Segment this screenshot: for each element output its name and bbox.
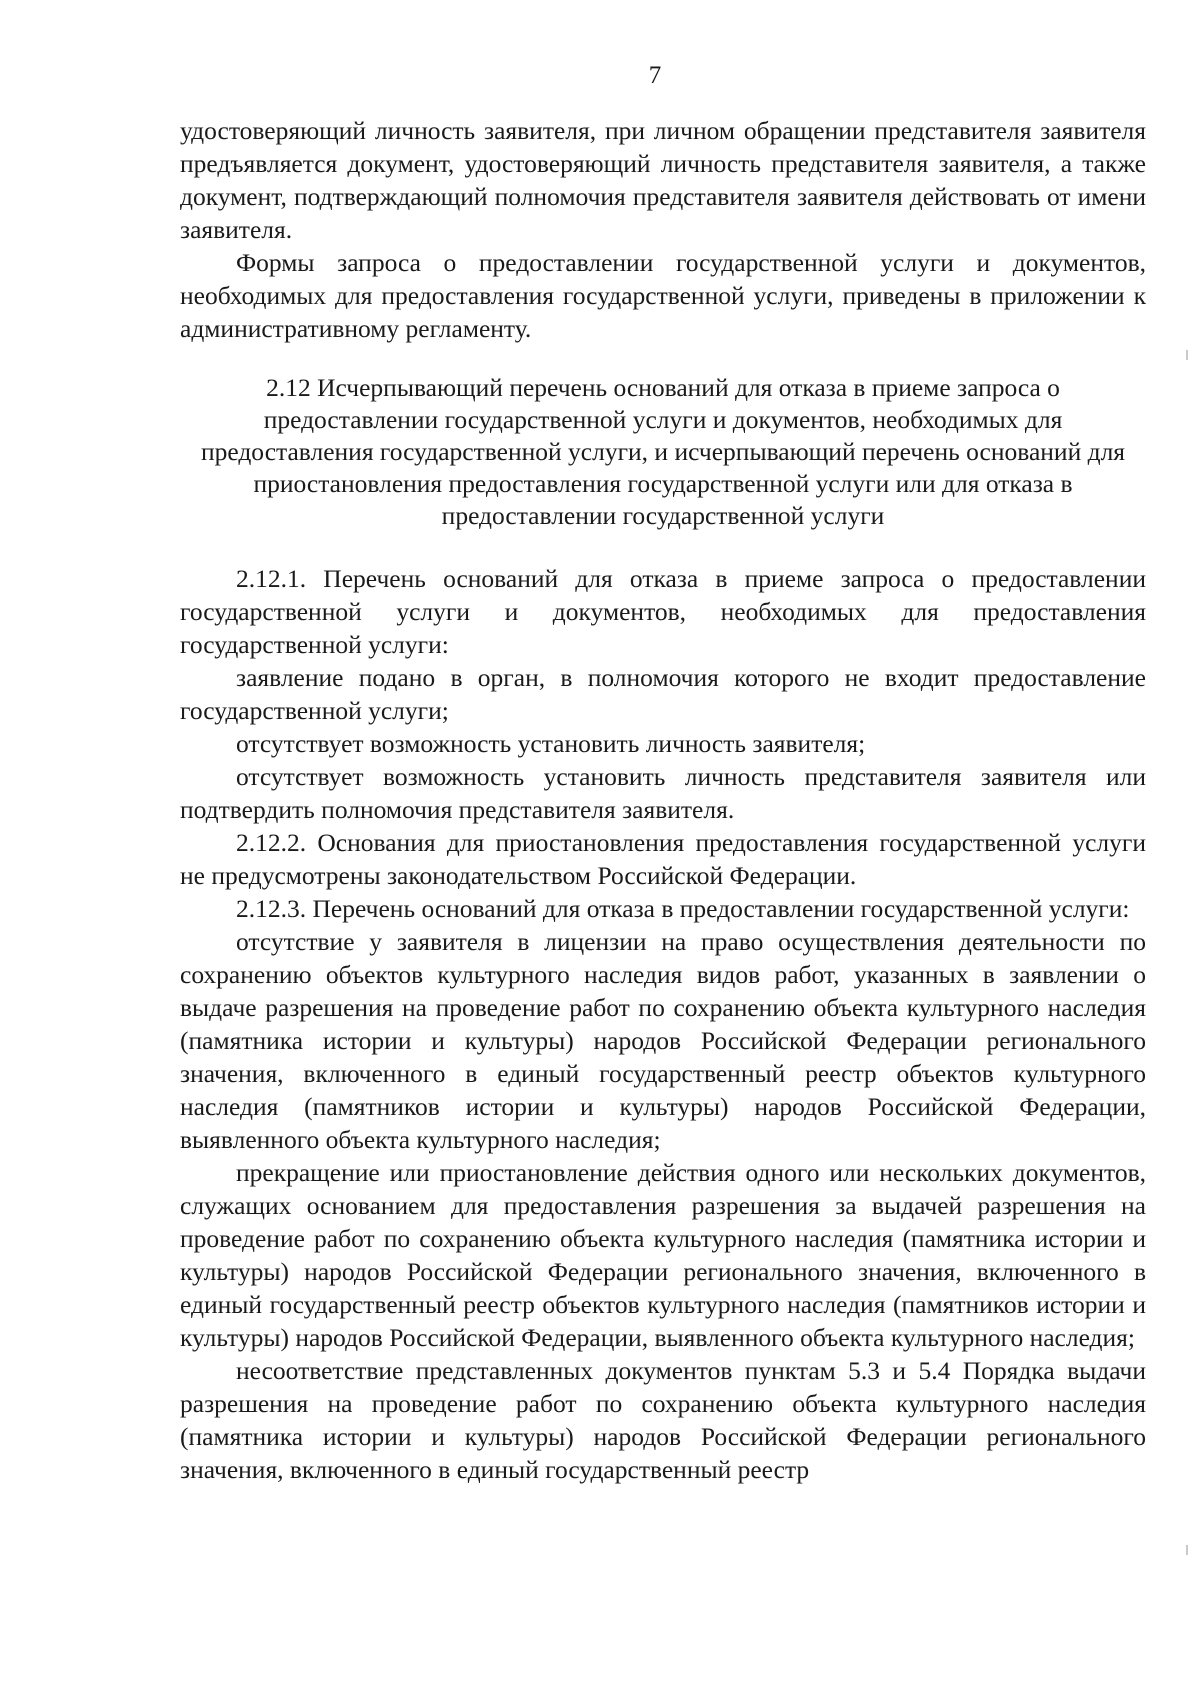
- scan-artifact: [1186, 350, 1188, 360]
- section-body: [180, 562, 1146, 1486]
- intro-block: [180, 114, 1146, 345]
- paragraph-2-12-2: 2.12.2. Основания для приостановления предоставления государственной услуги не предусмотрены законодательством Российской Федерации.: [180, 828, 1146, 890]
- list-item: заявление подано в орган, в полномочия которого не входит предоставление государственной услуги;: [180, 663, 1146, 725]
- intro-paragraph-2: Формы запроса о предоставлении государственной услуги и документов, необходимых для предоставления государственной услуги, приведены в приложении к административному регламенту.: [180, 248, 1146, 343]
- section-heading-text: 2.12 Исчерпывающий перечень оснований для отказа в приеме запроса о предоставлении государственной услуги и документов, необходимых для предоставления государственной услуги, и исчерпывающий перечень оснований для приостановления предоставления государственной услуги или для отказа в предоставлении государственной услуги: [200, 373, 1126, 530]
- list-item: отсутствует возможность установить личность представителя заявителя или подтвердить полномочия представителя заявителя.: [180, 762, 1146, 824]
- list-item: отсутствие у заявителя в лицензии на право осуществления деятельности по сохранению объектов культурного наследия видов работ, указанных в заявлении о выдаче разрешения на проведение работ по сохранению объекта культурного наследия (памятника истории и культуры) народов Российской Федерации регионального значения, включенного в единый государственный реестр объектов культурного наследия (памятников истории и культуры) народов Российской Федерации, выявленного объекта культурного наследия;: [180, 927, 1146, 1154]
- list-item: несоответствие представленных документов пунктам 5.3 и 5.4 Порядка выдачи разрешения на проведение работ по сохранению объекта культурного наследия (памятника истории и культуры) народов Российской Федерации регионального значения, включенного в единый государственный реестр: [180, 1356, 1146, 1484]
- page-number: 7: [648, 62, 662, 89]
- list-item: отсутствует возможность установить личность заявителя;: [236, 729, 866, 758]
- section-heading: [180, 372, 1146, 532]
- paragraph-2-12-1: 2.12.1. Перечень оснований для отказа в приеме запроса о предоставлении государственной услуги и документов, необходимых для предоставления государственной услуги:: [180, 564, 1146, 659]
- scan-artifact: [1186, 1545, 1188, 1555]
- intro-paragraph-1: удостоверяющий личность заявителя, при личном обращении представителя заявителя предъявляется документ, удостоверяющий личность представителя заявителя, а также документ, подтверждающий полномочия представителя заявителя действовать от имени заявителя.: [180, 116, 1146, 244]
- list-item: прекращение или приостановление действия одного или нескольких документов, служащих основанием для предоставления разрешения за выдачей разрешения на проведение работ по сохранению объекта культурного наследия (памятника истории и культуры) народов Российской Федерации регионального значения, включенного в единый государственный реестр объектов культурного наследия (памятников истории и культуры) народов Российской Федерации, выявленного объекта культурного наследия;: [180, 1158, 1146, 1352]
- paragraph-2-12-3: 2.12.3. Перечень оснований для отказа в предоставлении государственной услуги:: [236, 894, 1130, 923]
